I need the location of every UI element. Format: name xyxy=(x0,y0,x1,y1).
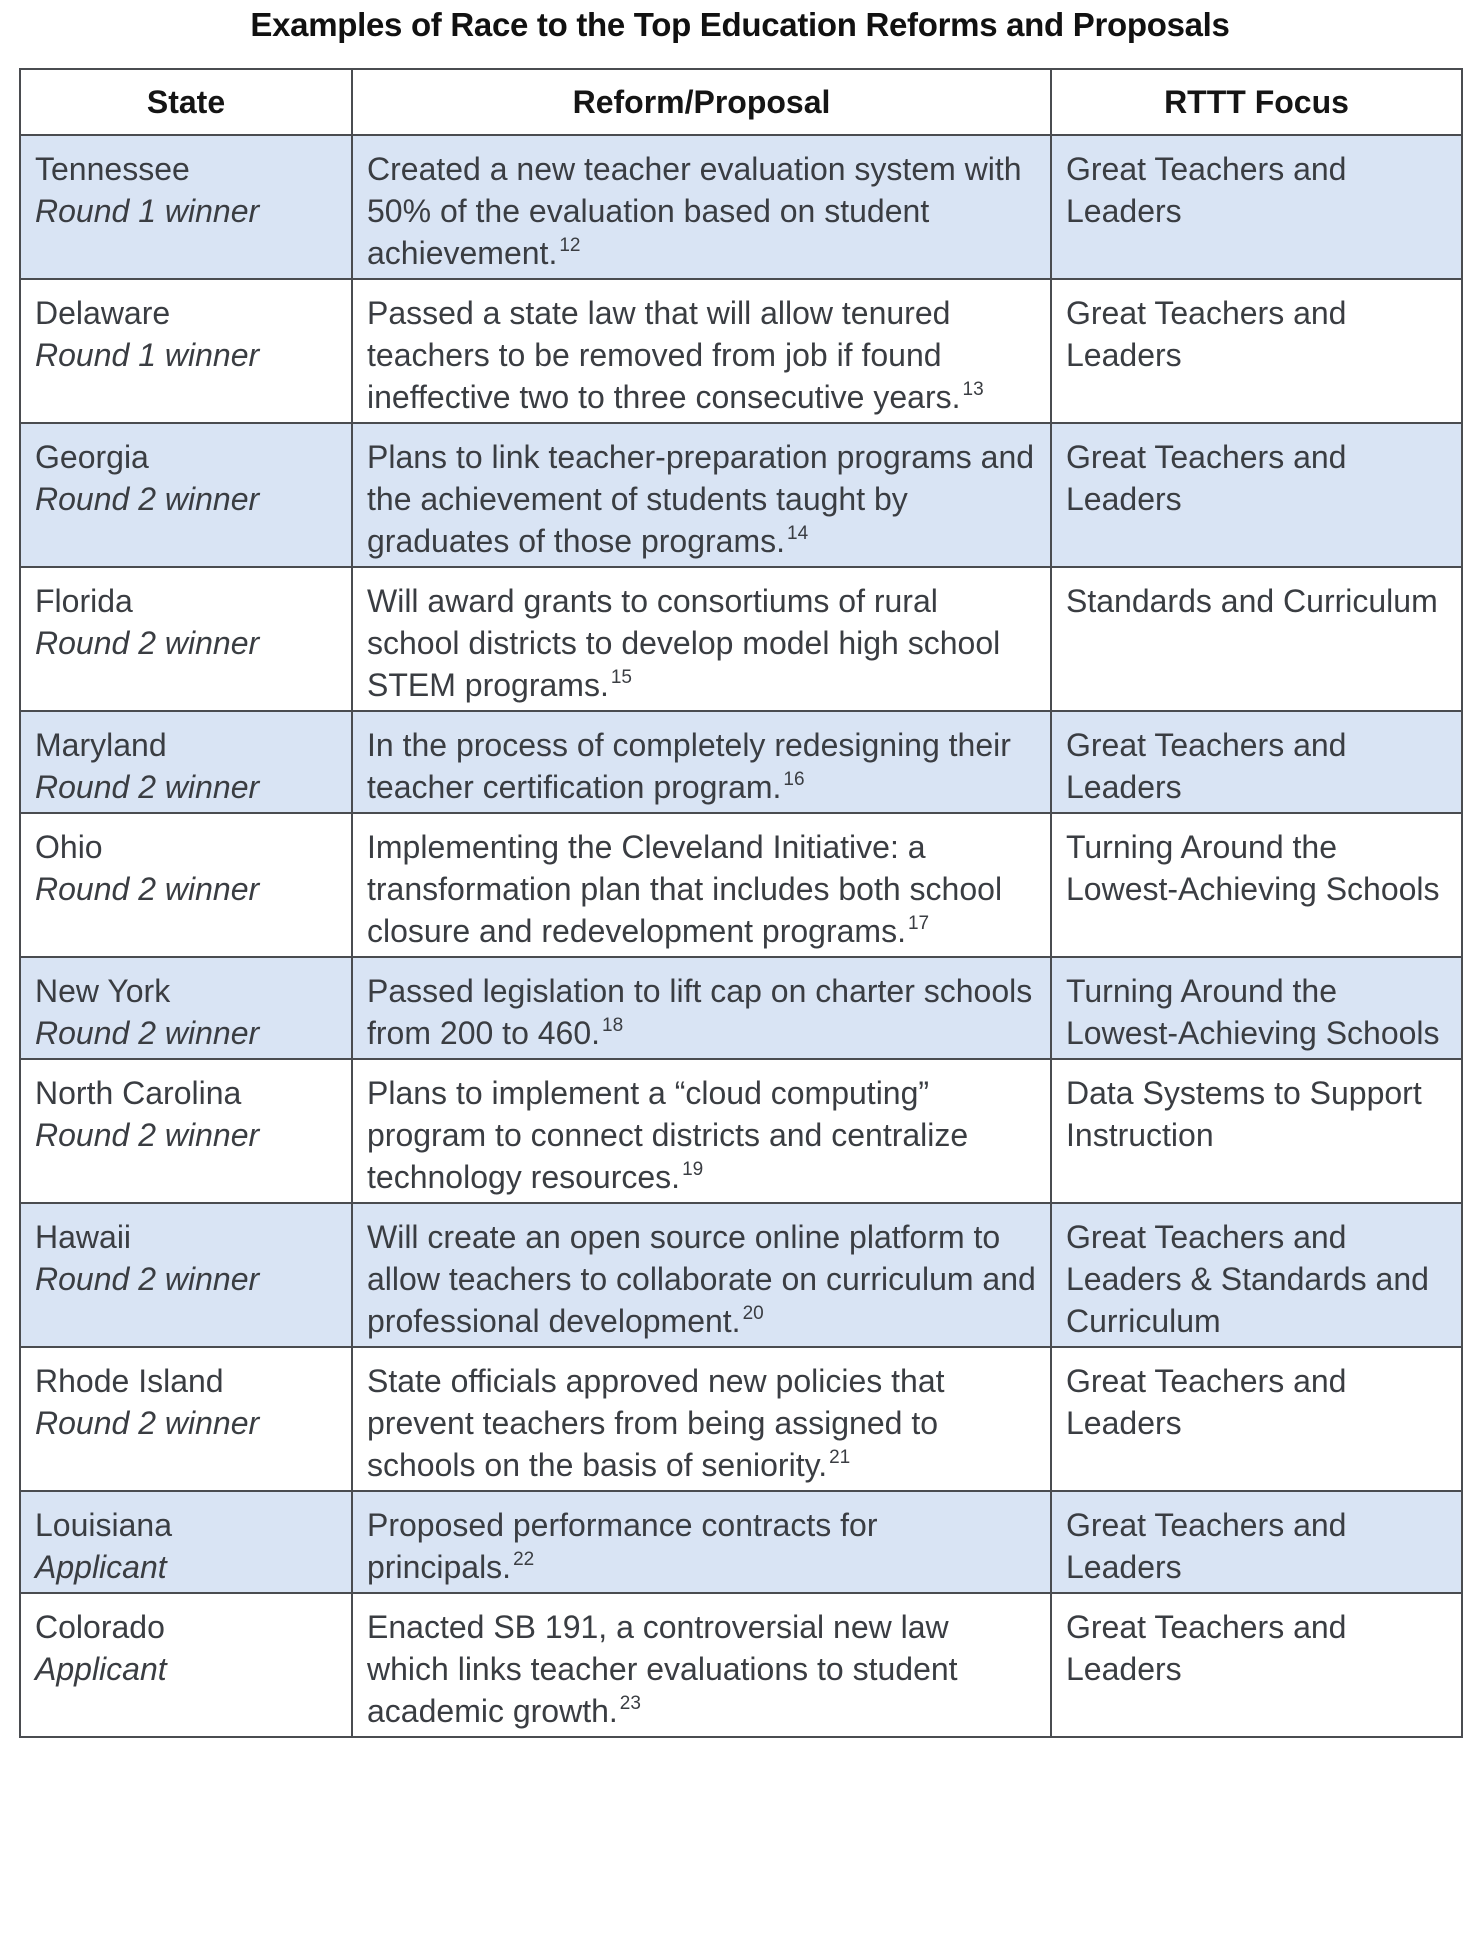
focus-cell xyxy=(1051,1059,1462,1203)
focus-cell xyxy=(1051,135,1462,279)
state-name: Hawaii xyxy=(35,1219,132,1255)
reform-cell xyxy=(352,957,1051,1059)
focus-text: Great Teachers and Leaders xyxy=(1066,1609,1347,1687)
reform-text: Plans to implement a “cloud computing” program to connect districts and centralize technology resources. xyxy=(367,1075,969,1195)
focus-cell xyxy=(1051,1491,1462,1593)
reform-text: Created a new teacher evaluation system with 50% of the evaluation based on student achievement. xyxy=(367,151,1022,271)
reform-text: Enacted SB 191, a controversial new law which links teacher evaluations to student academic growth. xyxy=(367,1609,958,1729)
state-status: Round 2 winner xyxy=(35,769,260,805)
focus-text: Great Teachers and Leaders xyxy=(1066,1507,1347,1585)
reform-text: In the process of completely redesigning their teacher certification program. xyxy=(367,727,1011,805)
reform-cell xyxy=(352,567,1051,711)
footnote-ref: 19 xyxy=(682,1159,704,1180)
focus-cell xyxy=(1051,567,1462,711)
table-row xyxy=(20,1059,1462,1203)
table-row xyxy=(20,813,1462,957)
focus-cell xyxy=(1051,1347,1462,1491)
footnote-ref: 15 xyxy=(610,667,632,688)
state-status: Applicant xyxy=(35,1549,167,1585)
state-status: Round 2 winner xyxy=(35,625,260,661)
state-cell xyxy=(20,567,352,711)
state-name: Rhode Island xyxy=(35,1363,224,1399)
footnote-ref: 14 xyxy=(787,523,809,544)
state-status: Round 2 winner xyxy=(35,1015,260,1051)
table-title: Examples of Race to the Top Education Reforms and Proposals xyxy=(250,6,1230,43)
table-row xyxy=(20,1593,1462,1737)
state-cell xyxy=(20,135,352,279)
table-row xyxy=(20,711,1462,813)
focus-text: Turning Around the Lowest-Achieving Schools xyxy=(1066,973,1440,1051)
reform-text: Proposed performance contracts for principals. xyxy=(367,1507,878,1585)
state-name: Delaware xyxy=(35,295,171,331)
state-status: Round 1 winner xyxy=(35,193,260,229)
state-name: Louisiana xyxy=(35,1507,172,1543)
reform-text: Will create an open source online platform to allow teachers to collaborate on curriculum and professional development. xyxy=(367,1219,1036,1339)
table-header-row xyxy=(20,69,1462,135)
state-name: Ohio xyxy=(35,829,103,865)
table-row xyxy=(20,567,1462,711)
footnote-ref: 17 xyxy=(907,913,930,934)
state-status: Round 2 winner xyxy=(35,1405,260,1441)
reform-text: Passed legislation to lift cap on charter schools from 200 to 460. xyxy=(367,973,1033,1051)
reform-cell xyxy=(352,1059,1051,1203)
state-name: Maryland xyxy=(35,727,167,763)
column-header-state: State xyxy=(20,69,352,135)
footnote-ref: 20 xyxy=(742,1303,764,1324)
state-cell xyxy=(20,813,352,957)
focus-cell xyxy=(1051,813,1462,957)
column-header-reform: Reform/Proposal xyxy=(352,69,1051,135)
focus-cell xyxy=(1051,957,1462,1059)
reform-cell xyxy=(352,423,1051,567)
focus-cell xyxy=(1051,279,1462,423)
reform-text: Plans to link teacher-preparation programs and the achievement of students taught by graduates of those programs. xyxy=(367,439,1035,559)
reforms-table xyxy=(19,68,1463,1738)
focus-text: Data Systems to Support Instruction xyxy=(1066,1075,1422,1153)
reform-cell xyxy=(352,711,1051,813)
footnote-ref: 21 xyxy=(829,1447,851,1468)
reform-cell xyxy=(352,135,1051,279)
focus-text: Great Teachers and Leaders xyxy=(1066,295,1347,373)
focus-text: Great Teachers and Leaders xyxy=(1066,1363,1347,1441)
table-row xyxy=(20,423,1462,567)
footnote-ref: 18 xyxy=(602,1015,624,1036)
focus-text: Great Teachers and Leaders & Standards and Curriculum xyxy=(1066,1219,1429,1339)
table-row xyxy=(20,1491,1462,1593)
focus-text: Turning Around the Lowest-Achieving Schools xyxy=(1066,829,1440,907)
reform-cell xyxy=(352,279,1051,423)
state-cell xyxy=(20,1203,352,1347)
focus-text: Standards and Curriculum xyxy=(1066,583,1438,619)
state-name: Colorado xyxy=(35,1609,165,1645)
state-cell xyxy=(20,1491,352,1593)
state-cell xyxy=(20,1059,352,1203)
reform-text: State officials approved new policies that prevent teachers from being assigned to schools on the basis of seniority. xyxy=(367,1363,945,1483)
state-cell xyxy=(20,1593,352,1737)
state-name: Tennessee xyxy=(35,151,190,187)
focus-text: Great Teachers and Leaders xyxy=(1066,151,1347,229)
reform-cell xyxy=(352,1593,1051,1737)
state-name: Georgia xyxy=(35,439,149,475)
state-cell xyxy=(20,279,352,423)
reform-cell xyxy=(352,813,1051,957)
state-cell xyxy=(20,423,352,567)
state-cell xyxy=(20,1347,352,1491)
state-name: North Carolina xyxy=(35,1075,242,1111)
table-row xyxy=(20,1203,1462,1347)
reform-cell xyxy=(352,1203,1051,1347)
reform-text: Implementing the Cleveland Initiative: a transformation plan that includes both school closure and redevelopment programs. xyxy=(367,829,1003,949)
state-cell xyxy=(20,711,352,813)
focus-text: Great Teachers and Leaders xyxy=(1066,727,1347,805)
column-header-focus: RTTT Focus xyxy=(1051,69,1462,135)
table-row xyxy=(20,1347,1462,1491)
reform-cell xyxy=(352,1347,1051,1491)
reform-cell xyxy=(352,1491,1051,1593)
focus-cell xyxy=(1051,1203,1462,1347)
reform-text: Passed a state law that will allow tenured teachers to be removed from job if found ineffective two to three consecutive years. xyxy=(367,295,961,415)
state-status: Round 2 winner xyxy=(35,1117,260,1153)
state-cell xyxy=(20,957,352,1059)
state-status: Round 1 winner xyxy=(35,337,260,373)
footnote-ref: 12 xyxy=(559,235,581,256)
footnote-ref: 23 xyxy=(619,1693,641,1714)
table-row xyxy=(20,957,1462,1059)
footnote-ref: 16 xyxy=(783,769,805,790)
state-name: Florida xyxy=(35,583,133,619)
focus-text: Great Teachers and Leaders xyxy=(1066,439,1347,517)
state-status: Round 2 winner xyxy=(35,481,260,517)
footnote-ref: 13 xyxy=(962,379,984,400)
reform-text: Will award grants to consortiums of rural school districts to develop model high school STEM programs. xyxy=(367,583,1001,703)
focus-cell xyxy=(1051,1593,1462,1737)
state-status: Round 2 winner xyxy=(35,871,260,907)
focus-cell xyxy=(1051,423,1462,567)
state-status: Applicant xyxy=(35,1651,167,1687)
table-row xyxy=(20,279,1462,423)
state-status: Round 2 winner xyxy=(35,1261,260,1297)
table-row xyxy=(20,135,1462,279)
footnote-ref: 22 xyxy=(513,1549,535,1570)
state-name: New York xyxy=(35,973,171,1009)
focus-cell xyxy=(1051,711,1462,813)
